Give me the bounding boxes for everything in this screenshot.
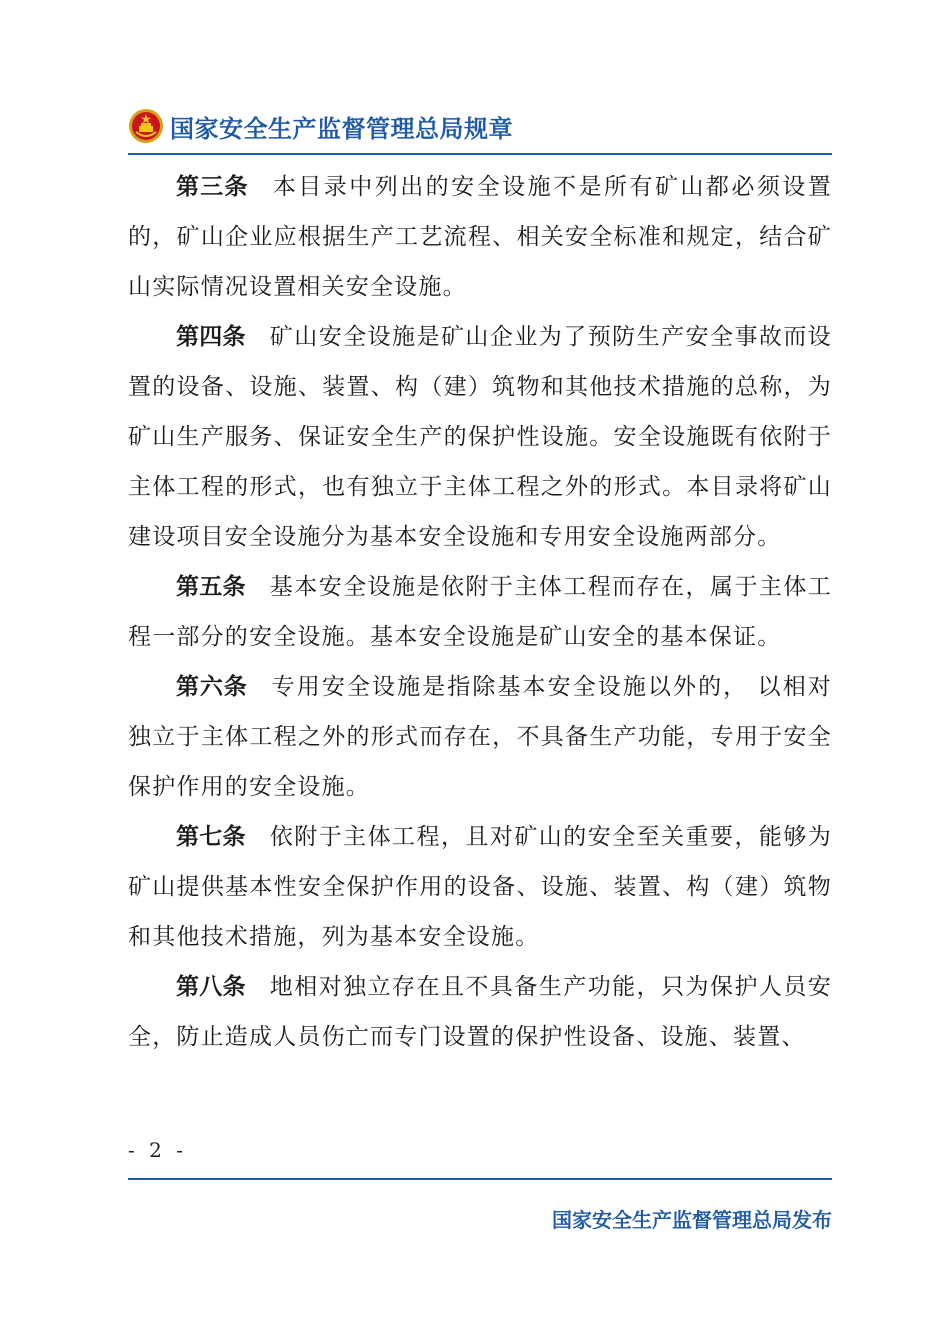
article-6 xyxy=(128,662,832,812)
national-emblem-icon xyxy=(128,108,164,144)
document-body xyxy=(128,162,832,1062)
article-text: 基本安全设施是依附于主体工程而存在，属于主体工程一部分的安全设施。基本安全设施是矿山安全的基本保证。 xyxy=(128,574,833,650)
article-4 xyxy=(128,312,832,562)
article-3 xyxy=(128,162,832,312)
footer-divider xyxy=(128,1178,832,1180)
publisher-line: 国家安全生产监督管理总局发布 xyxy=(552,1208,832,1232)
article-label: 第八条 xyxy=(176,974,246,1000)
article-text: 依附于主体工程，且对矿山的安全至关重要，能够为矿山提供基本性安全保护作用的设备、设施、装置、构（建）筑物和其他技术措施，列为基本安全设施。 xyxy=(128,824,833,950)
article-text: 地相对独立存在且不具备生产功能，只为保护人员安全，防止造成人员伤亡而专门设置的保护性设备、设施、装置、 xyxy=(128,974,833,1050)
article-label: 第四条 xyxy=(176,324,246,350)
article-text: 矿山安全设施是矿山企业为了预防生产安全事故而设置的设备、设施、装置、构（建）筑物和其他技术措施的总称，为矿山生产服务、保证安全生产的保护性设施。安全设施既有依附于主体工程的形式，也有独立于主体工程之外的形式。本目录将矿山建设项目安全设施分为基本安全设施和专用安全设施两部分。 xyxy=(128,324,833,550)
article-label: 第六条 xyxy=(176,674,248,700)
article-text: 专用安全设施是指除基本安全设施以外的， 以相对独立于主体工程之外的形式而存在，不具备生产功能，专用于安全保护作用的安全设施。 xyxy=(128,674,832,800)
document-header xyxy=(128,98,832,154)
article-8 xyxy=(128,962,832,1062)
article-label: 第五条 xyxy=(176,574,246,600)
header-divider xyxy=(128,153,832,155)
article-5 xyxy=(128,562,832,662)
header-title: 国家安全生产监督管理总局规章 xyxy=(170,114,513,143)
article-7 xyxy=(128,812,832,962)
article-label: 第三条 xyxy=(176,174,249,200)
page-number: - 2 - xyxy=(128,1138,187,1162)
article-text: 本目录中列出的安全设施不是所有矿山都必须设置的，矿山企业应根据生产工艺流程、相关安全标准和规定，结合矿山实际情况设置相关安全设施。 xyxy=(128,174,832,300)
article-label: 第七条 xyxy=(176,824,246,850)
